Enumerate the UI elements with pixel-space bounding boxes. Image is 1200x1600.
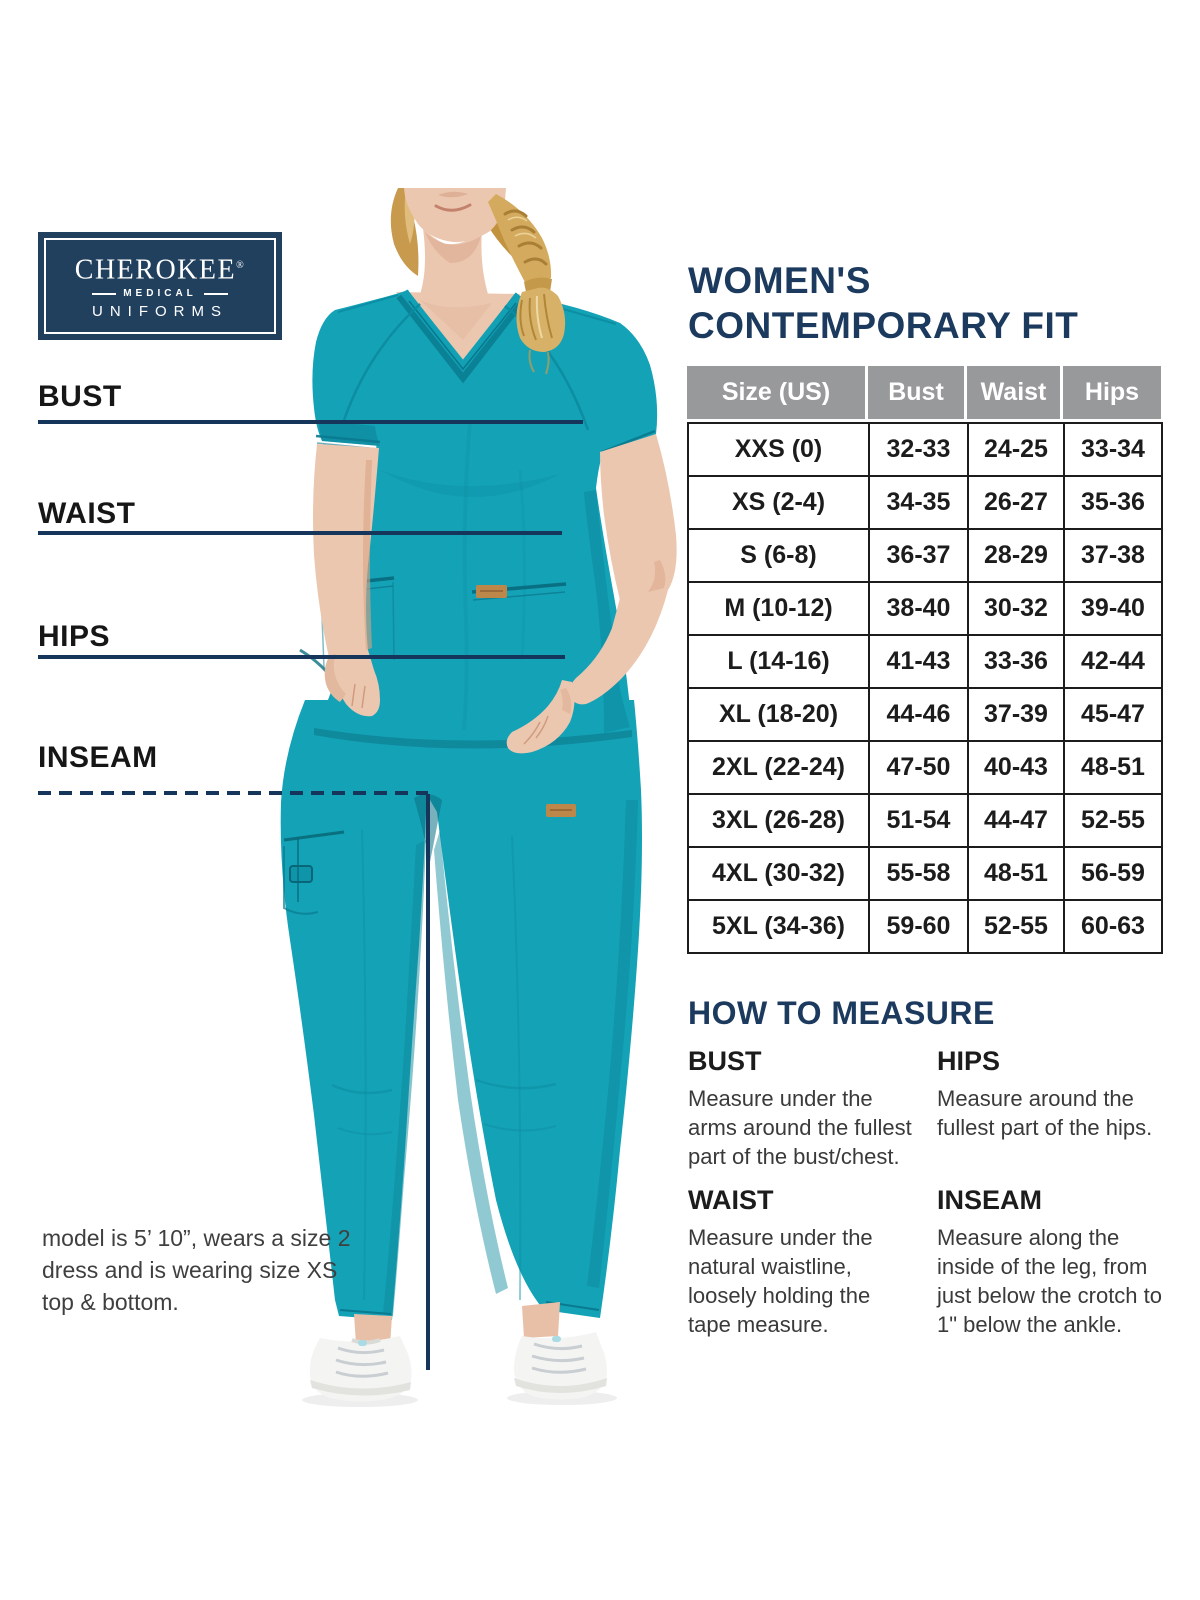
- measure-section-text: Measure under the arms around the fullest part of the bust/chest.: [688, 1086, 912, 1169]
- page-title-line1: WOMEN'S: [688, 260, 871, 301]
- table-row: [688, 635, 1162, 688]
- cell-waist: 28-29: [968, 529, 1064, 582]
- cell-hips: 35-36: [1064, 476, 1162, 529]
- size-chart-table: [687, 422, 1163, 954]
- inseam-line-vertical: [426, 794, 430, 1370]
- how-to-measure-heading: HOW TO MEASURE: [688, 995, 995, 1031]
- size-chart: [687, 366, 1161, 954]
- brand-logo-frame: [44, 238, 276, 334]
- measure-section-inseam: [937, 1185, 1177, 1339]
- cell-bust: 41-43: [869, 635, 968, 688]
- table-row: [688, 423, 1162, 476]
- column-header-waist: Waist: [967, 366, 1063, 419]
- cell-bust: 34-35: [869, 476, 968, 529]
- cell-size: XL (18-20): [688, 688, 869, 741]
- cell-hips: 42-44: [1064, 635, 1162, 688]
- cell-hips: 60-63: [1064, 900, 1162, 953]
- model-info-note: model is 5’ 10”, wears a size 2 dress and is wearing size XS top & bottom.: [42, 1225, 351, 1315]
- cell-hips: 39-40: [1064, 582, 1162, 635]
- cell-size: 3XL (26-28): [688, 794, 869, 847]
- cell-bust: 36-37: [869, 529, 968, 582]
- bust-label: BUST: [38, 380, 122, 413]
- column-header-hips: Hips: [1063, 366, 1161, 419]
- measure-section-text: Measure under the natural waistline, loosely holding the tape measure.: [688, 1225, 873, 1337]
- table-row: [688, 476, 1162, 529]
- brand-sub: MEDICAL: [92, 288, 228, 299]
- cell-size: 4XL (30-32): [688, 847, 869, 900]
- bust-line: [38, 420, 583, 424]
- cell-waist: 37-39: [968, 688, 1064, 741]
- measure-section-text: Measure along the inside of the leg, from just below the crotch to 1" below the ankle.: [937, 1225, 1163, 1337]
- inseam-label: INSEAM: [38, 741, 158, 774]
- cell-waist: 52-55: [968, 900, 1064, 953]
- measure-section-title: HIPS: [937, 1046, 1001, 1076]
- measure-section-waist: [688, 1185, 916, 1339]
- registered-mark: ®: [236, 259, 246, 271]
- cell-hips: 33-34: [1064, 423, 1162, 476]
- brand-logo: [38, 232, 282, 340]
- hips-line: [38, 655, 565, 659]
- table-row: [688, 900, 1162, 953]
- cell-hips: 52-55: [1064, 794, 1162, 847]
- cell-bust: 38-40: [869, 582, 968, 635]
- cell-hips: 48-51: [1064, 741, 1162, 794]
- table-row: [688, 741, 1162, 794]
- dash-decoration: [204, 293, 228, 295]
- cell-bust: 51-54: [869, 794, 968, 847]
- cell-size: XXS (0): [688, 423, 869, 476]
- waist-label: WAIST: [38, 497, 136, 530]
- table-row: [688, 688, 1162, 741]
- page-title: [688, 258, 1078, 348]
- cell-bust: 32-33: [869, 423, 968, 476]
- cell-waist: 40-43: [968, 741, 1064, 794]
- model-scrub-pants: [281, 650, 642, 1320]
- cell-bust: 55-58: [869, 847, 968, 900]
- measure-section-text: Measure around the fullest part of the hips.: [937, 1086, 1153, 1140]
- waist-line: [38, 531, 562, 535]
- size-chart-body: [688, 423, 1162, 953]
- cell-size: S (6-8): [688, 529, 869, 582]
- cell-size: L (14-16): [688, 635, 869, 688]
- dash-decoration: [92, 293, 116, 295]
- cell-hips: 37-38: [1064, 529, 1162, 582]
- table-row: [688, 847, 1162, 900]
- size-chart-header: [687, 366, 1161, 419]
- cell-size: 2XL (22-24): [688, 741, 869, 794]
- measure-section-title: WAIST: [688, 1185, 774, 1215]
- brand-name: CHEROKEE®: [74, 254, 246, 286]
- column-header-bust: Bust: [868, 366, 967, 419]
- page-title-line2: CONTEMPORARY FIT: [688, 305, 1079, 346]
- brand-bottom: UNIFORMS: [92, 303, 228, 321]
- cell-waist: 44-47: [968, 794, 1064, 847]
- cell-waist: 26-27: [968, 476, 1064, 529]
- cell-bust: 44-46: [869, 688, 968, 741]
- table-row: [688, 529, 1162, 582]
- cell-size: M (10-12): [688, 582, 869, 635]
- cell-waist: 33-36: [968, 635, 1064, 688]
- table-row: [688, 794, 1162, 847]
- table-row: [688, 582, 1162, 635]
- measure-section-title: INSEAM: [937, 1185, 1043, 1215]
- cell-waist: 30-32: [968, 582, 1064, 635]
- cell-waist: 24-25: [968, 423, 1064, 476]
- measure-section-title: BUST: [688, 1046, 762, 1076]
- inseam-line-horizontal: [38, 791, 428, 795]
- hips-label: HIPS: [38, 620, 111, 653]
- cell-waist: 48-51: [968, 847, 1064, 900]
- measure-section-hips: [937, 1046, 1165, 1142]
- measure-section-bust: [688, 1046, 916, 1171]
- column-header-size: Size (US): [687, 366, 868, 419]
- cell-bust: 59-60: [869, 900, 968, 953]
- cell-hips: 56-59: [1064, 847, 1162, 900]
- cell-size: 5XL (34-36): [688, 900, 869, 953]
- cell-bust: 47-50: [869, 741, 968, 794]
- cell-size: XS (2-4): [688, 476, 869, 529]
- cell-hips: 45-47: [1064, 688, 1162, 741]
